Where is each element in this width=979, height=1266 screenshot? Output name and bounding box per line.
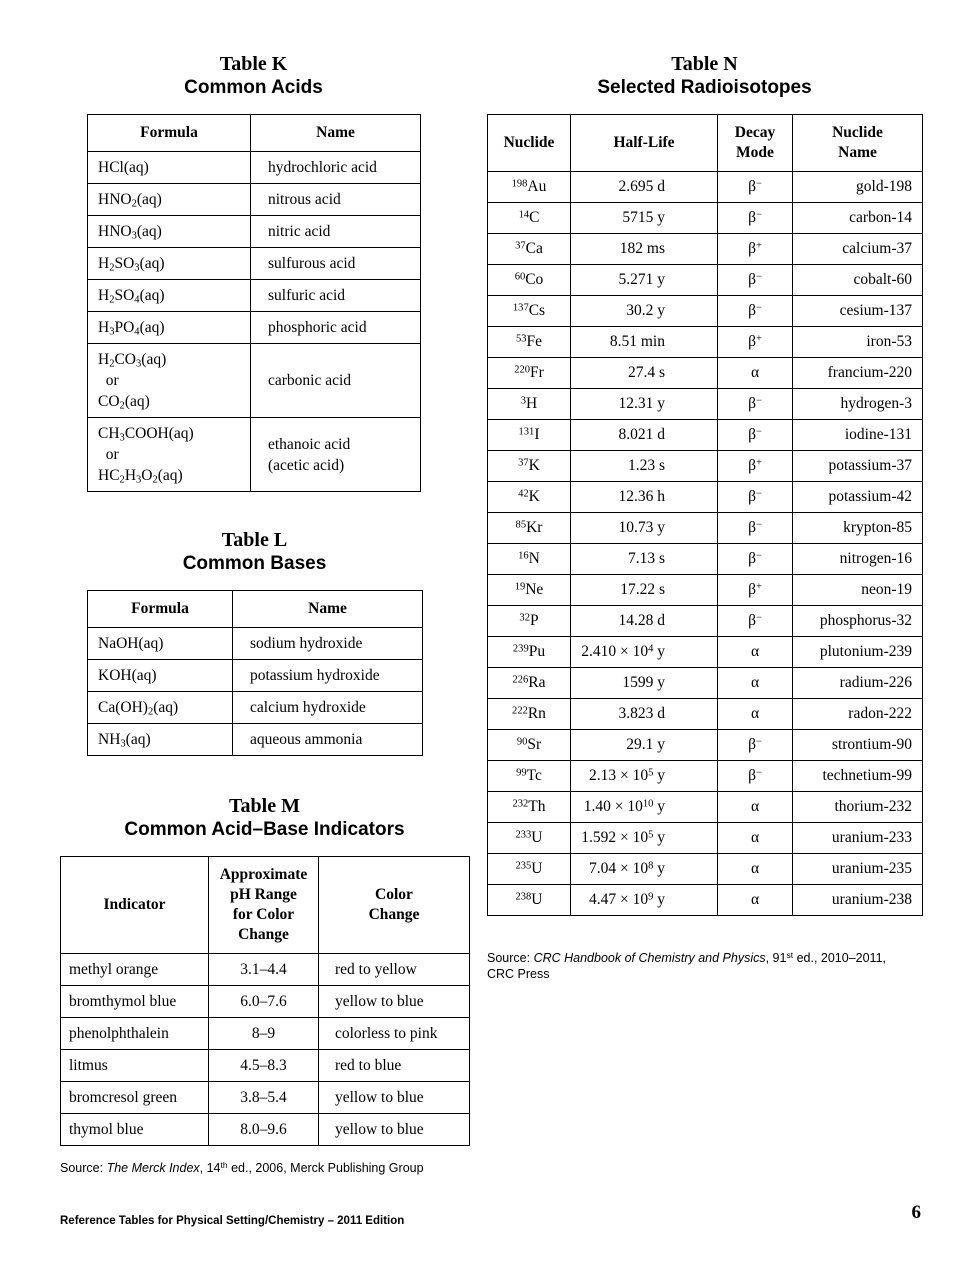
table-cell: $H_2SO_4(aq)$ [88,280,251,312]
table-cell: 2.695 d [571,172,718,203]
table-cell: colorless to pink [319,1018,470,1050]
table-cell: $2.13 \times 10^5$ y [571,761,718,792]
table-cell: bromcresol green [61,1082,209,1114]
table-row [488,792,923,823]
table-cell: β+ [718,327,793,358]
table-l-body [88,628,423,756]
table-cell: neon-19 [793,575,923,606]
table-cell: ethanoic acid (acetic acid) [251,418,421,492]
table-cell: 8–9 [209,1018,319,1050]
table-row [61,1114,470,1146]
table-row [88,344,421,418]
table-cell: sulfuric acid [251,280,421,312]
table-cell: β− [718,606,793,637]
table-cell: $1.592 \times 10^5$ y [571,823,718,854]
table-cell: 3.823 d [571,699,718,730]
table-cell: α [718,699,793,730]
table-cell: $^{53}$Fe [488,327,571,358]
table-cell: $^{14}$C [488,203,571,234]
table-cell: NaOH(aq) [88,628,233,660]
table-m [60,856,470,1146]
table-cell: 14.28 d [571,606,718,637]
table-cell: iron-53 [793,327,923,358]
table-row [488,575,923,606]
table-row [88,312,421,344]
table-n-body [488,172,923,916]
table-cell: 1599 y [571,668,718,699]
page-number: 6 [911,1202,921,1223]
table-cell: 3.1–4.4 [209,954,319,986]
column-header: Name [251,115,421,152]
table-cell: aqueous ammonia [233,724,423,756]
table-cell: radon-222 [793,699,923,730]
table-row [88,418,421,492]
table-cell: 1.23 s [571,451,718,482]
table-cell: $Ca(OH)_2(aq)$ [88,692,233,724]
table-cell: 3.8–5.4 [209,1082,319,1114]
table-cell: iodine-131 [793,420,923,451]
table-cell: $1.40 \times 10^{10}$ y [571,792,718,823]
table-cell: 12.31 y [571,389,718,420]
table-m-header-row [61,857,470,954]
table-row [488,730,923,761]
table-cell: α [718,668,793,699]
table-cell: carbon-14 [793,203,923,234]
table-row [488,606,923,637]
table-cell: $^{85}$Kr [488,513,571,544]
table-cell: HCl(aq) [88,152,251,184]
table-m-source: Source: The Merck Index, 14th ed., 2006, Merck Publishing Group [60,1160,424,1175]
table-cell: β+ [718,575,793,606]
table-row [61,954,470,986]
column-header: Approximate pH Range for Color Change [209,857,319,954]
table-cell: nitric acid [251,216,421,248]
table-cell: α [718,885,793,916]
table-k-body [88,152,421,492]
table-cell: thymol blue [61,1114,209,1146]
table-cell: cobalt-60 [793,265,923,296]
table-cell: red to blue [319,1050,470,1082]
table-cell: calcium hydroxide [233,692,423,724]
table-cell: 8.021 d [571,420,718,451]
table-cell: 7.13 s [571,544,718,575]
table-cell: $^{60}$Co [488,265,571,296]
table-cell: $^{90}$Sr [488,730,571,761]
table-row [88,280,421,312]
table-cell: $^{99}$Tc [488,761,571,792]
column-header: Decay Mode [718,115,793,172]
table-row [88,628,423,660]
table-row [488,637,923,668]
table-cell: thorium-232 [793,792,923,823]
table-cell: β− [718,389,793,420]
table-cell: β− [718,544,793,575]
table-cell: cesium-137 [793,296,923,327]
table-cell: litmus [61,1050,209,1082]
table-cell: plutonium-239 [793,637,923,668]
table-row [488,854,923,885]
table-m-body [61,954,470,1146]
table-row [88,724,423,756]
table-cell: 6.0–7.6 [209,986,319,1018]
table-n-source: Source: CRC Handbook of Chemistry and Physics, 91st ed., 2010–2011, CRC Press [487,950,887,981]
footer-edition-label: Reference Tables for Physical Setting/Chemistry – 2011 Edition [60,1215,405,1227]
table-row [488,203,923,234]
table-row [88,184,421,216]
table-cell: $^{235}$U [488,854,571,885]
table-cell: $^{220}$Fr [488,358,571,389]
column-header: Indicator [61,857,209,954]
table-cell: technetium-99 [793,761,923,792]
table-cell: β− [718,265,793,296]
table-row [488,544,923,575]
table-cell: $HNO_2(aq)$ [88,184,251,216]
table-cell: calcium-37 [793,234,923,265]
table-cell: 17.22 s [571,575,718,606]
table-cell: radium-226 [793,668,923,699]
table-cell: $CH_3COOH(aq)$ or $HC_2H_3O_2(aq)$ [88,418,251,492]
table-row [488,761,923,792]
table-cell: α [718,823,793,854]
table-cell: 29.1 y [571,730,718,761]
table-cell: red to yellow [319,954,470,986]
table-l [87,590,423,756]
table-row [88,692,423,724]
table-cell: β− [718,203,793,234]
table-row [488,699,923,730]
table-l-title: Table L [221,529,288,551]
table-row [88,152,421,184]
table-cell: $^{37}$K [488,451,571,482]
table-cell: 4.5–8.3 [209,1050,319,1082]
table-cell: $^{238}$U [488,885,571,916]
table-cell: β+ [718,234,793,265]
table-cell: 27.4 s [571,358,718,389]
table-cell: 12.36 h [571,482,718,513]
table-cell: $^{131}$I [488,420,571,451]
table-cell: 8.51 min [571,327,718,358]
table-cell: β+ [718,451,793,482]
table-l-section [87,528,422,756]
table-k-header-row [88,115,421,152]
table-row [88,248,421,280]
table-cell: $HNO_3(aq)$ [88,216,251,248]
column-header: Nuclide [488,115,571,172]
table-cell: 5715 y [571,203,718,234]
table-k [87,114,421,492]
table-cell: uranium-235 [793,854,923,885]
table-cell: yellow to blue [319,1082,470,1114]
table-cell: 10.73 y [571,513,718,544]
table-cell: gold-198 [793,172,923,203]
table-cell: nitrous acid [251,184,421,216]
table-row [488,668,923,699]
table-cell: strontium-90 [793,730,923,761]
table-row [88,216,421,248]
table-row [61,1018,470,1050]
table-row [488,823,923,854]
table-cell: $^{42}$K [488,482,571,513]
table-m-subtitle: Common Acid–Base Indicators [124,819,405,840]
table-row [488,885,923,916]
table-row [488,482,923,513]
table-row [488,172,923,203]
table-row [488,389,923,420]
table-cell: carbonic acid [251,344,421,418]
table-cell: uranium-238 [793,885,923,916]
column-header: Half-Life [571,115,718,172]
table-row [61,1050,470,1082]
table-cell: bromthymol blue [61,986,209,1018]
table-cell: $4.47 \times 10^9$ y [571,885,718,916]
table-row [61,1082,470,1114]
table-cell: potassium hydroxide [233,660,423,692]
table-cell: methyl orange [61,954,209,986]
table-n [487,114,923,916]
table-cell: phosphoric acid [251,312,421,344]
table-cell: sulfurous acid [251,248,421,280]
table-cell: β− [718,513,793,544]
table-row [488,513,923,544]
table-cell: β− [718,420,793,451]
table-cell: β− [718,296,793,327]
table-cell: β− [718,730,793,761]
table-cell: $^{37}$Ca [488,234,571,265]
table-cell: $^3$H [488,389,571,420]
table-row [488,358,923,389]
table-k-section [87,52,420,492]
table-cell: α [718,637,793,668]
table-cell: yellow to blue [319,1114,470,1146]
table-cell: francium-220 [793,358,923,389]
table-cell: sodium hydroxide [233,628,423,660]
table-cell: $^{19}$Ne [488,575,571,606]
table-cell: $H_3PO_4(aq)$ [88,312,251,344]
table-n-section [487,52,922,916]
table-row [488,296,923,327]
table-l-subtitle: Common Bases [182,553,327,574]
table-cell: β− [718,482,793,513]
table-cell: potassium-37 [793,451,923,482]
column-header: Formula [88,115,251,152]
table-cell: α [718,358,793,389]
table-cell: $H_2SO_3(aq)$ [88,248,251,280]
table-cell: $NH_3(aq)$ [88,724,233,756]
table-cell: yellow to blue [319,986,470,1018]
table-m-section [60,794,469,1146]
table-cell: α [718,792,793,823]
table-cell: hydrochloric acid [251,152,421,184]
table-cell: $^{137}$Cs [488,296,571,327]
table-cell: $^{232}$Th [488,792,571,823]
column-header: Nuclide Name [793,115,923,172]
table-cell: β− [718,172,793,203]
table-row [488,420,923,451]
table-cell: β− [718,761,793,792]
table-row [488,327,923,358]
table-cell: 8.0–9.6 [209,1114,319,1146]
column-header: Name [233,591,423,628]
table-l-header-row [88,591,423,628]
table-k-subtitle: Common Acids [184,77,323,98]
table-m-title: Table M [229,795,300,817]
table-cell: 5.271 y [571,265,718,296]
table-cell: potassium-42 [793,482,923,513]
table-cell: $^{226}$Ra [488,668,571,699]
table-cell: $H_2CO_3(aq)$ or $CO_2(aq)$ [88,344,251,418]
table-cell: $7.04 \times 10^8$ y [571,854,718,885]
table-cell: hydrogen-3 [793,389,923,420]
table-cell: 182 ms [571,234,718,265]
table-cell: $^{32}$P [488,606,571,637]
column-header: Color Change [319,857,470,954]
table-cell: KOH(aq) [88,660,233,692]
table-row [488,451,923,482]
table-cell: nitrogen-16 [793,544,923,575]
table-cell: $^{233}$U [488,823,571,854]
table-row [61,986,470,1018]
table-n-header-row [488,115,923,172]
table-cell: 30.2 y [571,296,718,327]
table-cell: phenolphthalein [61,1018,209,1050]
table-row [88,660,423,692]
table-row [488,234,923,265]
table-n-subtitle: Selected Radioisotopes [597,77,812,98]
table-cell: α [718,854,793,885]
table-cell: phosphorus-32 [793,606,923,637]
table-cell: krypton-85 [793,513,923,544]
table-cell: $^{198}$Au [488,172,571,203]
table-cell: $^{222}$Rn [488,699,571,730]
column-header: Formula [88,591,233,628]
table-cell: $^{239}$Pu [488,637,571,668]
table-cell: $2.410 \times 10^4$ y [571,637,718,668]
table-row [488,265,923,296]
table-n-title: Table N [671,53,738,75]
table-cell: $^{16}$N [488,544,571,575]
table-cell: uranium-233 [793,823,923,854]
table-k-title: Table K [219,53,288,75]
